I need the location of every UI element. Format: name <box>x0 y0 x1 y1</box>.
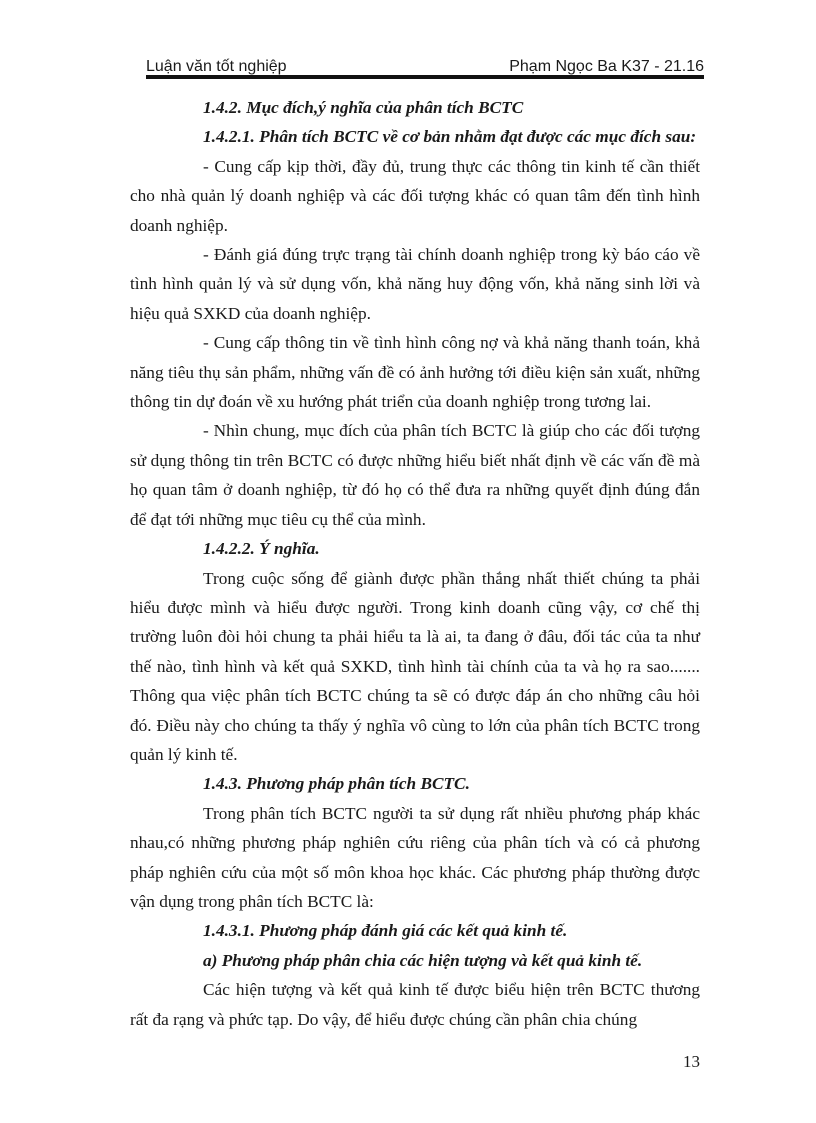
paragraph: Các hiện tượng và kết quả kinh tế được biểu hiện trên BCTC thương rất đa rạng và phức tạp. Do vậy, để hiểu được chúng cần phân chia chúng <box>130 980 700 1029</box>
page-header <box>146 48 704 76</box>
paragraph: - Cung cấp kịp thời, đầy đủ, trung thực các thông tin kinh tế cần thiết cho nhà quản lý doanh nghiệp và các đối tượng khác có quan tâm đến tình hình doanh nghiệp. <box>130 156 700 235</box>
paragraph: Trong phân tích BCTC người ta sử dụng rất nhiều phương pháp khác nhau,có những phương pháp nghiên cứu riêng của phân tích và có cả phương pháp nghiên cứu của một số môn khoa học khác. Các phương pháp thường được vận dụng trong phân tích BCTC là: <box>130 803 700 911</box>
heading-1-4-2-2: 1.4.2.2. Ý nghĩa. <box>203 539 320 559</box>
heading-a: a) Phương pháp phân chia các hiện tượng và kết quả kinh tế. <box>203 950 643 970</box>
paragraph: - Đánh giá đúng trực trạng tài chính doanh nghiệp trong kỳ báo cáo về tình hình quản lý và sử dụng vốn, khả năng huy động vốn, khả năng sinh lời và hiệu quả SXKD của doanh nghiệp. <box>130 245 700 323</box>
header-author: Phạm Ngọc Ba K37 - 21.16 <box>509 58 704 75</box>
page-number: 13 <box>683 1052 700 1071</box>
paragraph: - Nhìn chung, mục đích của phân tích BCTC là giúp cho các đối tượng sử dụng thông tin trên BCTC có được những hiểu biết nhất định về các vấn đề mà họ quan tâm ở doanh nghiệp, từ đó họ có thể đưa ra những quyết định đúng đắn để đạt tới những mục tiêu cụ thể của mình. <box>130 421 700 529</box>
heading-1-4-2-1: 1.4.2.1. Phân tích BCTC về cơ bản nhằm đạt được các mục đích sau: <box>203 127 697 147</box>
header-thesis-label: Luận văn tốt nghiệp <box>146 58 287 75</box>
heading-1-4-3-1: 1.4.3.1. Phương pháp đánh giá các kết quả kinh tế. <box>203 921 568 941</box>
heading-1-4-2: 1.4.2. Mục đích,ý nghĩa của phân tích BCTC <box>203 98 524 117</box>
header-rule <box>146 75 704 79</box>
paragraph: - Cung cấp thông tin về tình hình công nợ và khả năng thanh toán, khả năng tiêu thụ sản phẩm, những vấn đề có ảnh hưởng tới điều kiện sản xuất, những thông tin dự đoán về xu hướng phát triển của doanh nghiệp trong tương lai. <box>130 333 700 412</box>
page-body <box>130 93 700 1034</box>
paragraph: Trong cuộc sống để giành được phần thắng nhất thiết chúng ta phải hiểu được mình và hiểu được người. Trong kinh doanh cũng vậy, cơ chế thị trường luôn đòi hỏi chung ta phải hiểu ta là ai, ta đang ở đâu, đối tác của ta như thế nào, tình hình và kết quả SXKD, tình hình tài chính của ta và họ ra sao....... Thông qua việc phân tích BCTC chúng ta sẽ có được đáp án cho những câu hỏi đó. Điều này cho chúng ta thấy ý nghĩa vô cùng to lớn của phân tích BCTC trong quản lý kinh tế. <box>130 568 700 764</box>
heading-1-4-3: 1.4.3. Phương pháp phân tích BCTC. <box>203 774 470 794</box>
